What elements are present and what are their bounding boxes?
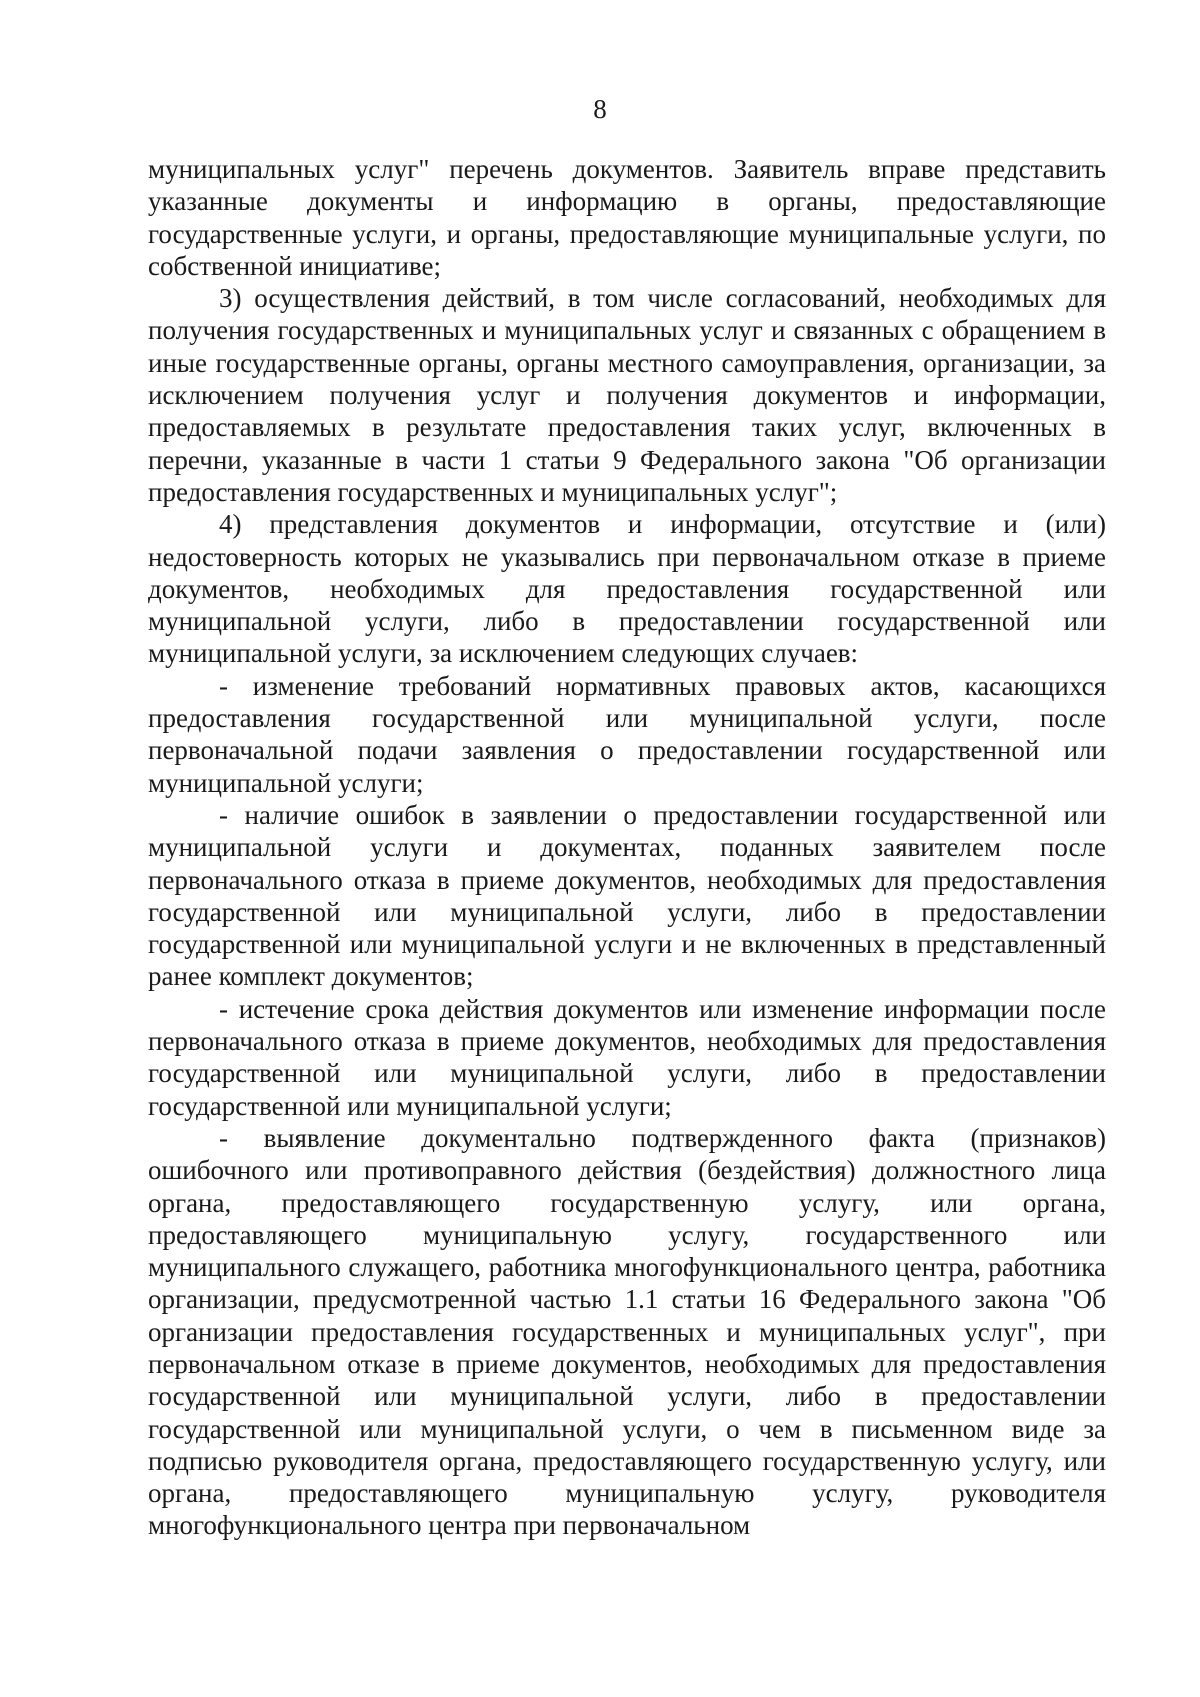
paragraph-exception-requirements-change: - изменение требований нормативных правовых актов, касающихся предоставления государственной или муниципальной услуги, после первоначальной подачи заявления о предоставлении государственной или муниципальной услуги; (148, 670, 1106, 798)
paragraph-exception-errors: - наличие ошибок в заявлении о предоставлении государственной или муниципальной услуги и документах, поданных заявителем после первоначального отказа в приеме документов, необходимых для предоставления государственной или муниципальной услуги, либо в предоставлении государственной или муниципальной услуги и не включенных в представленный ранее комплект документов; (148, 799, 1106, 992)
document-body (148, 153, 1106, 1542)
paragraph-item-3: 3) осуществления действий, в том числе согласований, необходимых для получения государственных и муниципальных услуг и связанных с обращением в иные государственные органы, органы местного самоуправления, организации, за исключением получения услуг и получения документов и информации, предоставляемых в результате предоставления таких услуг, включенных в перечни, указанные в части 1 статьи 9 Федерального закона "Об организации предоставления государственных и муниципальных услуг"; (148, 283, 1106, 507)
page-number: 8 (593, 94, 607, 124)
paragraph-continuation: муниципальных услуг" перечень документов. Заявитель вправе представить указанные документы и информацию в органы, предоставляющие государственные услуги, и органы, предоставляющие муниципальные услуги, по собственной инициативе; (148, 154, 1106, 281)
paragraph-item-4: 4) представления документов и информации, отсутствие и (или) недостоверность которых не указывались при первоначальном отказе в приеме документов, необходимых для предоставления государственной или муниципальной услуги, либо в предоставлении государственной или муниципальной услуги, за исключением следующих случаев: (148, 509, 1106, 669)
paragraph-exception-erroneous-action: - выявление документально подтвержденного факта (признаков) ошибочного или противоправного действия (бездействия) должностного лица органа, предоставляющего государственную услугу, или органа, предоставляющего муниципальную услугу, государственного или муниципального служащего, работника многофункционального центра, работника организации, предусмотренной частью 1.1 статьи 16 Федерального закона "Об организации предоставления государственных и муниципальных услуг", при первоначальном отказе в приеме документов, необходимых для предоставления государственной или муниципальной услуги, либо в предоставлении государственной или муниципальной услуги, о чем в письменном виде за подписью руководителя органа, предоставляющего государственную услугу, или органа, предоставляющего муниципальную услугу, руководителя многофункционального центра при первоначальном (148, 1122, 1106, 1541)
paragraph-exception-expiration: - истечение срока действия документов или изменение информации после первоначального отказа в приеме документов, необходимых для предоставления государственной или муниципальной услуги, либо в предоставлении государственной или муниципальной услуги; (148, 993, 1106, 1121)
